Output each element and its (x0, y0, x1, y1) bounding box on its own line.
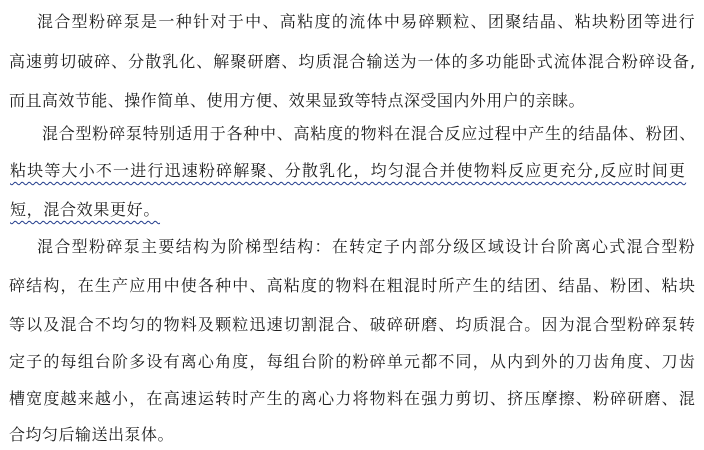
paragraph-2-line-1: 混合型粉碎泵特别适用于各种中、高粘度的物料在混合反应过程中产生的结晶体、粉团、 (42, 124, 697, 143)
paragraph-2-line-3-spellcheck-underlined: 短，混合效果更好。 (10, 200, 161, 219)
paragraph-3-line-6: 合均匀后输送出泵体。 (9, 425, 175, 444)
paragraph-3-line-3: 等以及混合不均匀的物料及颗粒迅速切割混合、破碎研磨、均质混合。因为混合型粉碎泵转 (9, 315, 697, 334)
paragraph-1-line-2: 高速剪切破碎、分散乳化、解聚研磨、均质混合输送为一体的多功能卧式流体混合粉碎设备, (9, 52, 697, 71)
paragraph-1-line-3: 而且高效节能、操作简单、使用方便、效果显致等特点深受国内外用户的亲睐。 (9, 91, 586, 110)
paragraph-3-line-5: 槽宽度越来越小，在高速运转时产生的离心力将物料在强力剪切、挤压摩擦、粉碎研磨、混 (9, 389, 697, 408)
paragraph-2-line-2-spellcheck-underlined: 粘块等大小不一进行迅速粉碎解聚、分散乳化，均匀混合并使物料反应更充分,反应时间更 (10, 161, 687, 180)
paragraph-3-line-4: 定子的每组台阶多设有离心角度，每组台阶的粉碎单元都不同，从内到外的刀齿角度、刀齿 (9, 352, 697, 371)
paragraph-3-line-2: 碎结构，在生产应用中使各种中、高粘度的物料在粗混时所产生的结团、结晶、粉团、粘块 (9, 276, 697, 295)
paragraph-1-line-1: 混合型粉碎泵是一种针对于中、高粘度的流体中易碎颗粒、团聚结晶、粘块粉团等进行 (37, 12, 697, 31)
paragraph-3-line-1: 混合型粉碎泵主要结构为阶梯型结构：在转定子内部分级区域设计台阶离心式混合型粉 (37, 237, 697, 256)
